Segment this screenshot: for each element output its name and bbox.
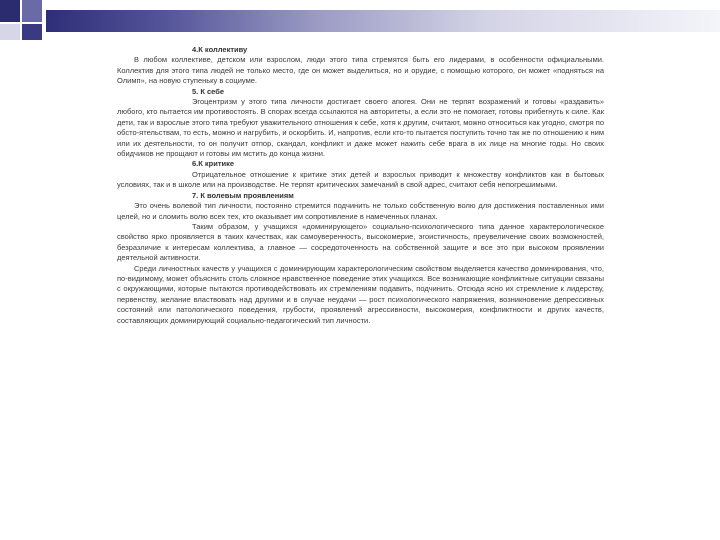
paragraph: В любом коллективе, детском или взрослом, люди этого типа стремятся быть его лидерами, в особенности официальными. Коллектив для этого типа людей не только место, где он может выделиться, но и орудие, с помощью которого, он может «подняться на Олимп», на новую ступеньку в социуме. (117, 55, 604, 86)
header-gradient-bar (46, 10, 720, 32)
decor-square (22, 0, 42, 22)
section (117, 191, 604, 326)
document-body (117, 45, 604, 326)
paragraph: Среди личностных качеств у учащихся с доминирующим характерологическим свойством выделяется качество доминирования, что, по-видимому, может объяснить столь сложное нравственное поведение этих учащихся. Все возникающие конфликтные ситуации связаны с окружающими, которые пытаются противодействовать их стремлениям подавить, подчинить. Отсюда ясно их стремление к лидерству, первенству, желание властвовать над другими и в случае неудачи — рост психологического напряжения, возникновение депрессивных состояний или патологического поведения, грубости, проявлений агрессивности, высокомерия, конфликтности и других качеств, составляющих доминирующий социально-педагогический тип личности. (117, 263, 604, 325)
section-heading: 6.К критике (192, 159, 235, 169)
section (117, 87, 604, 160)
section-heading: 5. К себе (192, 86, 225, 96)
section (117, 45, 604, 87)
slide-header-decoration (0, 0, 720, 40)
decor-square (22, 24, 42, 40)
section (117, 159, 604, 190)
paragraph: Таким образом, у учащихся «доминирующего» социально-психологического типа данное характерологическое свойство ярко проявляется в таких качествах, как самоуверенность, высокомерие, эгоистичность, преувеличение своих возможностей, безразличие к интересам коллектива, а главное — сосредоточенность на собственной защите и все это при высоком проявлении деятельной активности. (117, 221, 604, 263)
paragraph: Это очень волевой тип личности, постоянно стремится подчинить не только собственную волю для достижения поставленных ими целей, но и сломить волю всех тех, кто оказывает им сопротивление в намеченных планах. (117, 201, 604, 221)
paragraph: Эгоцентризм у этого типа личности достигает своего апогея. Они не терпят возражений и готовы «раздавить» любого, кто пытается им противостоять. В спорах всегда ссылаются на авторитеты, а если это не помогает, готовы прибегнуть к силе. Как дети, так и взрослые этого типа требуют уважительного отношения к себе, хотя к другим, считают, можно относиться как угодно, смотря по обсто-ятельствам, то есть, можно и нагрубить, и оскорбить. И, напротив, если кто-то пытается поступить точно так же по отношению к ним или их деятельности, то он получит отпор, скандал, конфликт и даже может нажить себе врага в их лице на многие годы. Но своих обидчиков не прощают и готовы им мстить до конца жизни. (117, 97, 604, 159)
decor-square (0, 24, 20, 40)
decor-square (0, 0, 20, 22)
section-heading: 7. К волевым проявлениям (192, 190, 294, 200)
section-heading: 4.К коллективу (192, 45, 248, 54)
paragraph: Отрицательное отношение к критике этих детей и взрослых приводит к множеству конфликтов как в бытовых условиях, так и в школе или на производстве. Не терпят критических замечаний в свой адрес, считают себя непогрешимыми. (117, 169, 604, 190)
